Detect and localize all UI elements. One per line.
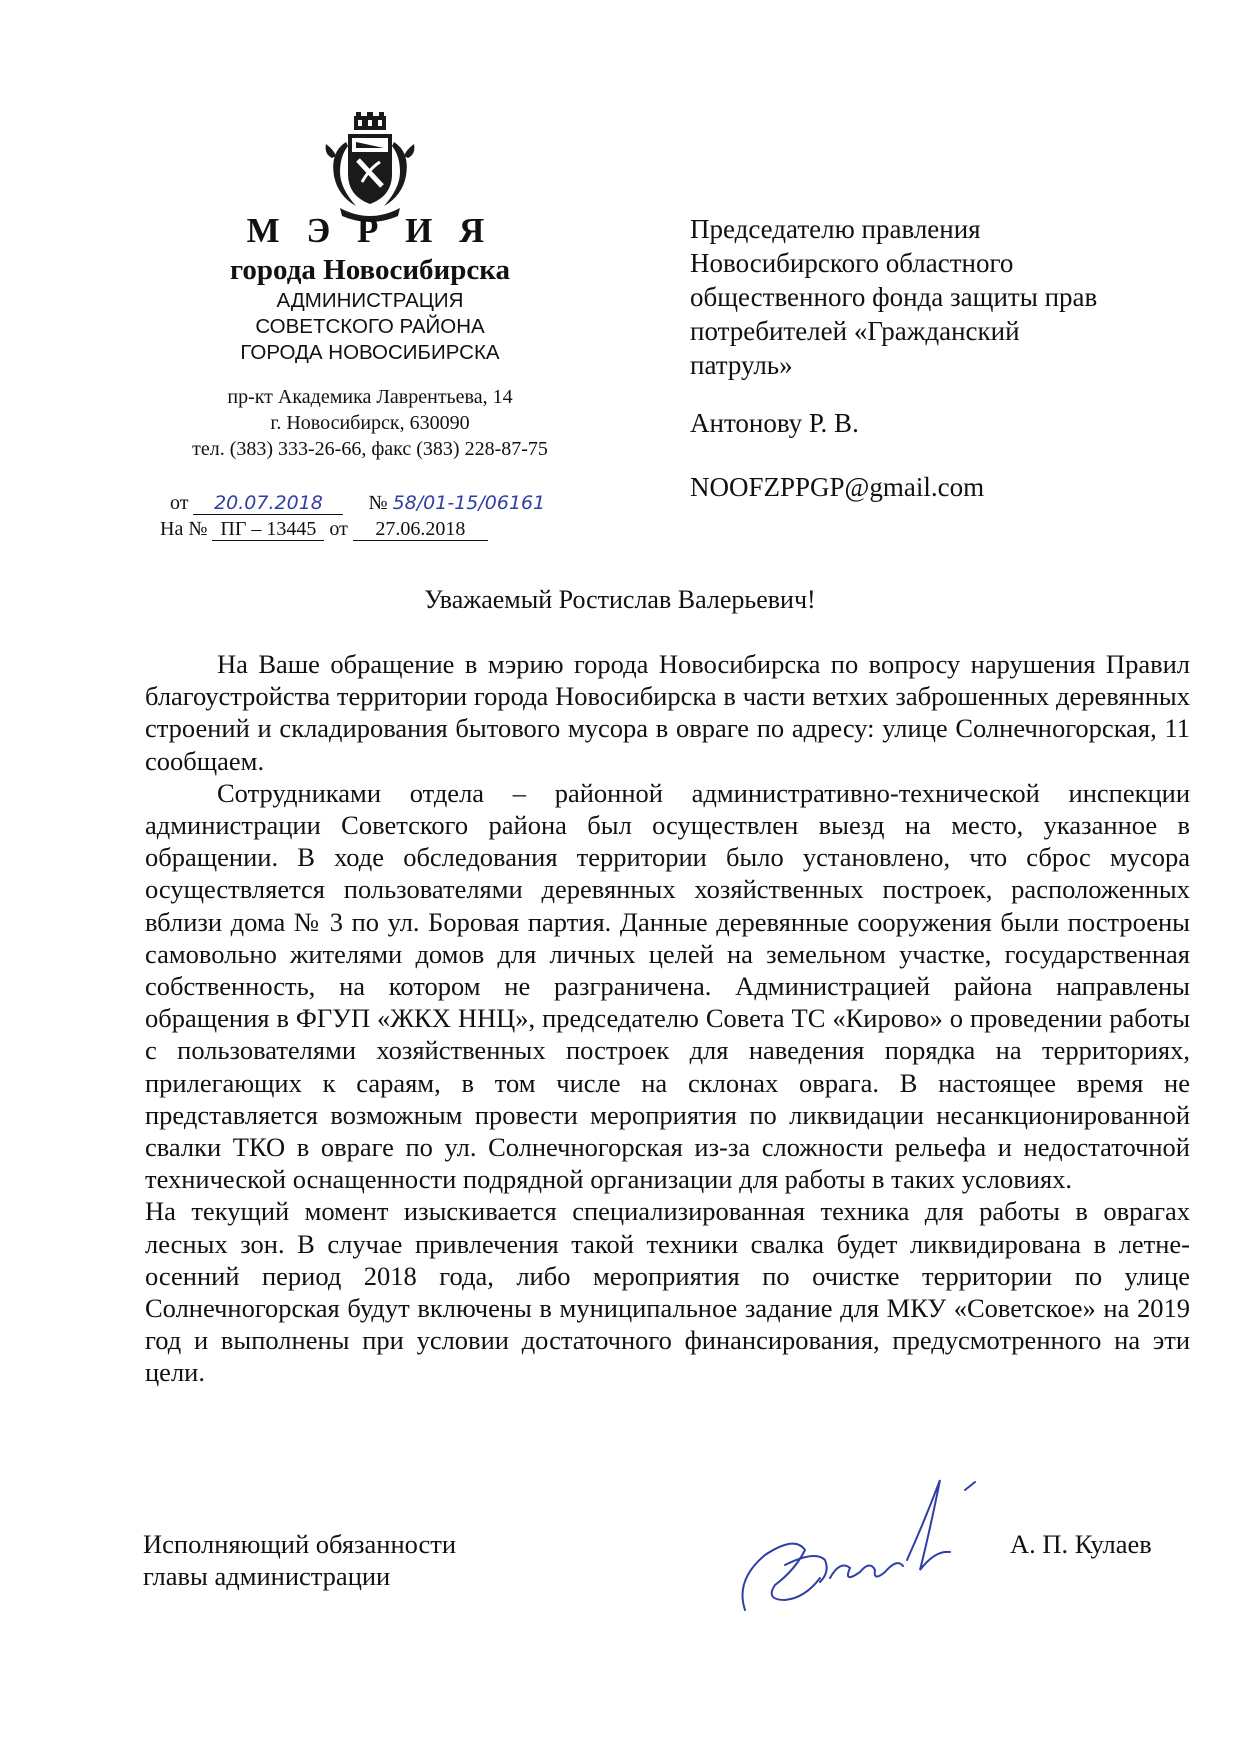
organization-city: города Новосибирска: [229, 254, 511, 286]
admin-line: ГОРОДА НОВОСИБИРСКА: [240, 341, 500, 364]
address-line: г. Новосибирск, 630090: [270, 412, 470, 434]
greeting: Уважаемый Ростислав Валерьевич!: [424, 585, 816, 614]
reply-date: 27.06.2018: [353, 518, 488, 541]
admin-line: АДМИНИСТРАЦИЯ: [276, 289, 464, 312]
letter-body: [145, 648, 1190, 1389]
addressee-block: [690, 212, 1170, 504]
signatory-title-line: главы администрации: [143, 1561, 391, 1591]
organization-address: [135, 384, 605, 462]
phone-fax-line: тел. (383) 333-26-66, факс (383) 228-87-75: [192, 438, 548, 460]
organization-block: [135, 210, 605, 366]
body-paragraph: На Ваше обращение в мэрию города Новосибирска по вопросу нарушения Правил благоустройства территории города Новосибирска в части ветхих заброшенных деревянных строений и складирования бытового мусора в овраге по адресу: улице Солнечногорская, 11 сообщаем.: [145, 649, 1190, 776]
addressee-line: общественного фонда защиты прав: [690, 282, 1098, 312]
addressee-line: потребителей «Гражданский: [690, 316, 1020, 346]
addressee-line: патруль»: [690, 350, 793, 380]
reply-registration: [160, 516, 563, 542]
outgoing-number: 58/01-15/06161: [392, 492, 546, 514]
signatory-title-line: Исполняющий обязанности: [143, 1529, 457, 1559]
reply-label: На №: [160, 518, 208, 540]
number-label: №: [368, 492, 388, 514]
reply-from-label: от: [329, 518, 348, 540]
outgoing-registration: [170, 490, 563, 516]
body-paragraph: Сотрудниками отдела – районной административно-технической инспекции администрации Советского района был осуществлен выезд на место, указанное в обращении. В ходе обследования территории было установлено, что сброс мусора осуществляется пользователями деревянных хозяйственных построек, расположенных вблизи дома № 3 по ул. Боровая партия. Данные деревянные сооружения были построены самовольно жителями домов для личных целей на земельном участке, государственная собственность, на котором не разграничена. Администрацией района направлены обращения в ФГУП «ЖКХ ННЦ», председателю Совета ТС «Кирово» о проведении работы с пользователями хозяйственных построек для наведения порядка на территориях, прилегающих к сараям, в том числе на склонах оврага. В настоящее время не представляется возможным провести мероприятия по ликвидации несанкционированной свалки ТКО в овраге по ул. Солнечногорская из-за сложности рельефа и недостаточной технической оснащенности подрядной организации для работы в таких условиях.: [145, 777, 1190, 1195]
admin-line: СОВЕТСКОГО РАЙОНА: [255, 315, 485, 338]
reply-number: ПГ – 13445: [212, 518, 324, 541]
addressee-email: NOOFZPPGP@gmail.com: [690, 472, 985, 502]
signatory-title: [143, 1528, 456, 1592]
addressee-line: Председателю правления: [690, 214, 981, 244]
signatory-name: А. П. Кулаев: [1010, 1529, 1152, 1559]
addressee-line: Новосибирского областного: [690, 248, 1014, 278]
from-label: от: [170, 492, 189, 514]
handwritten-signature-icon: [725, 1460, 995, 1620]
body-paragraph: На текущий момент изыскивается специализированная техника для работы в оврагах лесных зон. В случае привлечения такой техники свалка будет ликвидирована в летне-осенний период 2018 года, либо мероприятия по очистке территории по улице Солнечногорская будут включены в муниципальное задание для МКУ «Советское» на 2019 год и выполнены при условии достаточного финансирования, предусмотренного на эти цели.: [145, 1196, 1190, 1388]
organization-title: М Э Р И Я: [246, 211, 494, 250]
registration-block: [160, 490, 563, 542]
address-line: пр-кт Академика Лаврентьева, 14: [227, 386, 513, 408]
coat-of-arms-icon: [322, 112, 418, 224]
outgoing-date: 20.07.2018: [193, 492, 343, 515]
addressee-name: Антонову Р. В.: [690, 408, 859, 438]
